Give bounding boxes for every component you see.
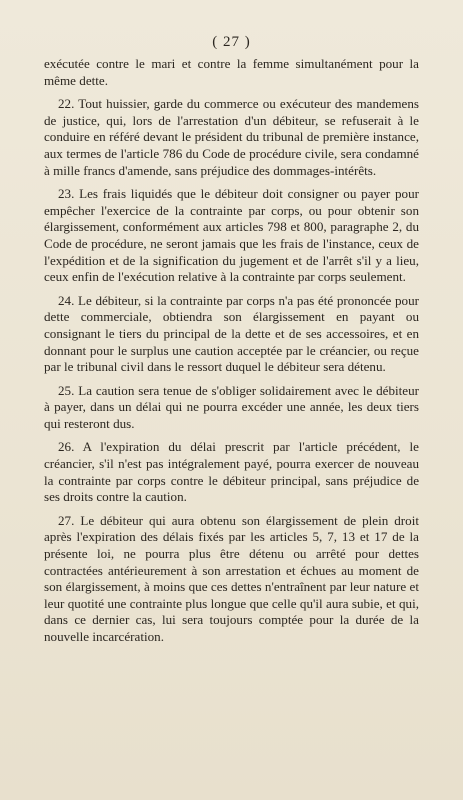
continued-paragraph: exécutée contre le mari et contre la femme simultanément pour la même dette. xyxy=(44,56,419,88)
article-25: 25. La caution sera tenue de s'obliger solidairement avec le débiteur à payer, dans un délai qui ne pourra excéder une année, les deux tiers qui resteront dus. xyxy=(44,382,419,431)
page-number: ( 27 ) xyxy=(212,34,251,50)
article-27: 27. Le débiteur qui aura obtenu son élargissement de plein droit après l'expiration des délais fixés par les articles 5, 7, 13 et 17 de la présente loi, ne pourra plus être détenu ou arrêté pour dettes contractées antérieurement à son arrestation et échues au moment de son élargissement, à moins que ces dettes n'entraînent par leur nature et leur quotité une contrainte plus longue que celle qu'il aura subie, et qui, dans ce dernier cas, lui sera toujours comptée pour la durée de la nouvelle incarcération. xyxy=(44,512,419,644)
article-26: 26. A l'expiration du délai prescrit par l'article précédent, le créancier, s'il n'est pas intégralement payé, pourra exercer de nouveau la contrainte par corps contre le débiteur principal, sans préjudice de ses droits contre la caution. xyxy=(44,439,419,505)
page-body xyxy=(44,56,419,646)
article-22: 22. Tout huissier, garde du commerce ou exécuteur des mandemens de justice, qui, lors de l'arrestation d'un débiteur, se refuserait à le conduire en référé devant le président du tribunal de première instance, aux termes de l'article 786 du Code de procédure civile, sera condamné à mille francs d'amende, sans préjudice des dommages-intérêts. xyxy=(44,96,419,178)
article-24: 24. Le débiteur, si la contrainte par corps n'a pas été prononcée pour dette commerciale, obtiendra son élargissement en payant ou consignant le tiers du principal de la dette et de ses accessoires, et en donnant pour le surplus une caution acceptée par le créancier, ou reçue par le tribunal civil dans le ressort duquel le débiteur sera détenu. xyxy=(44,292,419,375)
article-23: 23. Les frais liquidés que le débiteur doit consigner ou payer pour empêcher l'exercice de la contrainte par corps, ou pour obtenir son élargissement, conformément aux articles 798 et 800, paragraphe 2, du Code de procédure, ne seront jamais que les frais de l'instance, ceux de l'expédition et de la signification du jugement et de l'arrêt s'il y a lieu, ceux enfin de l'exécution relative à la contrainte par corps seulement. xyxy=(44,186,419,285)
